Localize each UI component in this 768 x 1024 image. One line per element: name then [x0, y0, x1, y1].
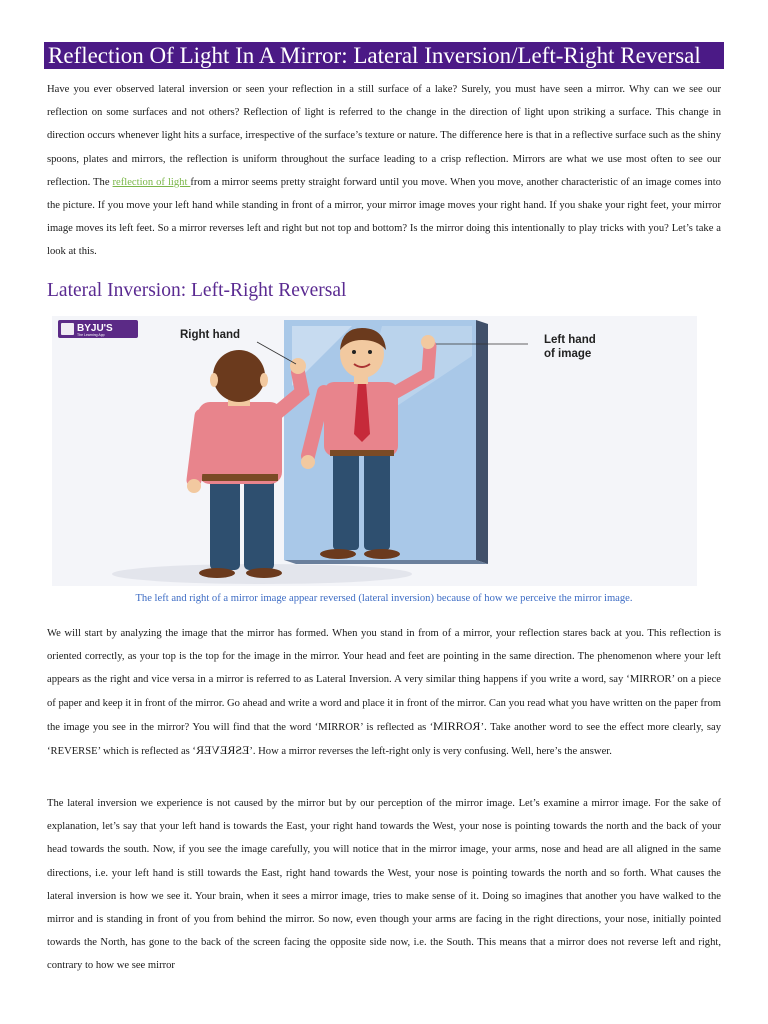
- byjus-logo: [58, 320, 138, 338]
- analysis-text-2: ’. Take another word to see the effect more clearly, say ‘REVERSE’ which is reflected as ‘: [47, 721, 721, 758]
- analysis-text-1: We will start by analyzing the image that the mirror has formed. When you stand in from of a mirror, your reflection stares back at you. This reflection is oriented correctly, as your top is the top for the image in the mirror. Your head and feet are pointing in the same direction. The phenomenon where your left appears as the right and vice versa in a mirror is referred to as Lateral Inversion. A very similar thing happens if you write a word, say ‘MIRROR’ on a piece of paper and keep it in front of the mirror. Go ahead and write a word and place it in front of the mirror. Can you read what you have written on the paper from the image you see in the mirror? You will find that the word ‘MIRROR’ is reflected as ‘: [47, 628, 721, 733]
- analysis-paragraph: [47, 622, 721, 763]
- intro-text-after-link: from a mirror seems pretty straight forward until you move. When you move, another characteristic of an image comes into the picture. If you move your left hand while standing in front of a mirror, your mirror image moves your right hand. If you shake your right feet, your mirror image moves its left feet. So a mirror reverses left and right but not top and bottom? Is the mirror doing this intentionally to play tricks with you? Let’s take a look at this.: [47, 176, 721, 258]
- intro-text-before-link: Have you ever observed lateral inversion or seen your reflection in a still surface of a lake? Surely, you must have seen a mirror. Why can we see our reflection on some surfaces and not others? Reflection of light is referred to the change in the direction of light upon striking a surface. This change in direction occurs whenever light hits a surface, irrespective of the surface’s texture or nature. The difference here is that in a reflective surface such as the shiny spoons, plates and mirrors, the reflection is uniform throughout the surface leading to a crisp reflection. Mirrors are what we use most often to see our reflection. The: [47, 84, 721, 188]
- logo-tagline: The Learning App: [77, 333, 105, 337]
- page-title: Reflection Of Light In A Mirror: Lateral Inversion/Left-Right Reversal: [44, 42, 724, 69]
- mirrored-word-mirror: ROЯЯIM: [433, 718, 481, 733]
- reflection-of-light-link[interactable]: reflection of light: [112, 176, 191, 188]
- mirrored-word-reverse: ESREVER: [195, 743, 250, 758]
- perception-paragraph: The lateral inversion we experience is not caused by the mirror but by our perception of the mirror image. Let’s examine a mirror image. For the sake of explanation, let’s say that your left hand is towards the East, your right hand towards the West, your nose is pointing towards the north and the back of your head towards the south. Now, if you see the image carefully, you will notice that in the mirror image, your arms, nose and head are all aligned in the same directions, i.e. your left hand is still towards the East, right hand towards the West, your nose is pointing towards the north and so forth. What causes the lateral inversion is how we see it. Your brain, when it sees a mirror image, tries to make sense of it. Doing so imagines that another you have walked to the mirror and is standing in front of you from behind the mirror. So now, even though your arms are facing in the right directions, your nose, initially pointed towards the North, has gone to the back of the screen facing the opposite side now, i.e. the South. This means that a mirror does not reverse left and right, contrary to how we see mirror: [47, 798, 721, 972]
- intro-paragraph: [47, 78, 721, 264]
- left-hand-label-line1: Left hand: [544, 334, 596, 346]
- lateral-inversion-figure: [52, 316, 697, 586]
- right-hand-label: Right hand: [180, 329, 241, 341]
- left-hand-label-line2: of image: [544, 348, 592, 360]
- analysis-text-3: ’. How a mirror reverses the left-right only is very confusing. Well, here’s the answer.: [249, 746, 612, 758]
- logo-text: BYJU'S: [77, 323, 113, 334]
- figure-caption: The left and right of a mirror image appear reversed (lateral inversion) because of how we perceive the mirror image.: [135, 593, 633, 604]
- section-heading: Lateral Inversion: Left-Right Reversal: [47, 280, 347, 301]
